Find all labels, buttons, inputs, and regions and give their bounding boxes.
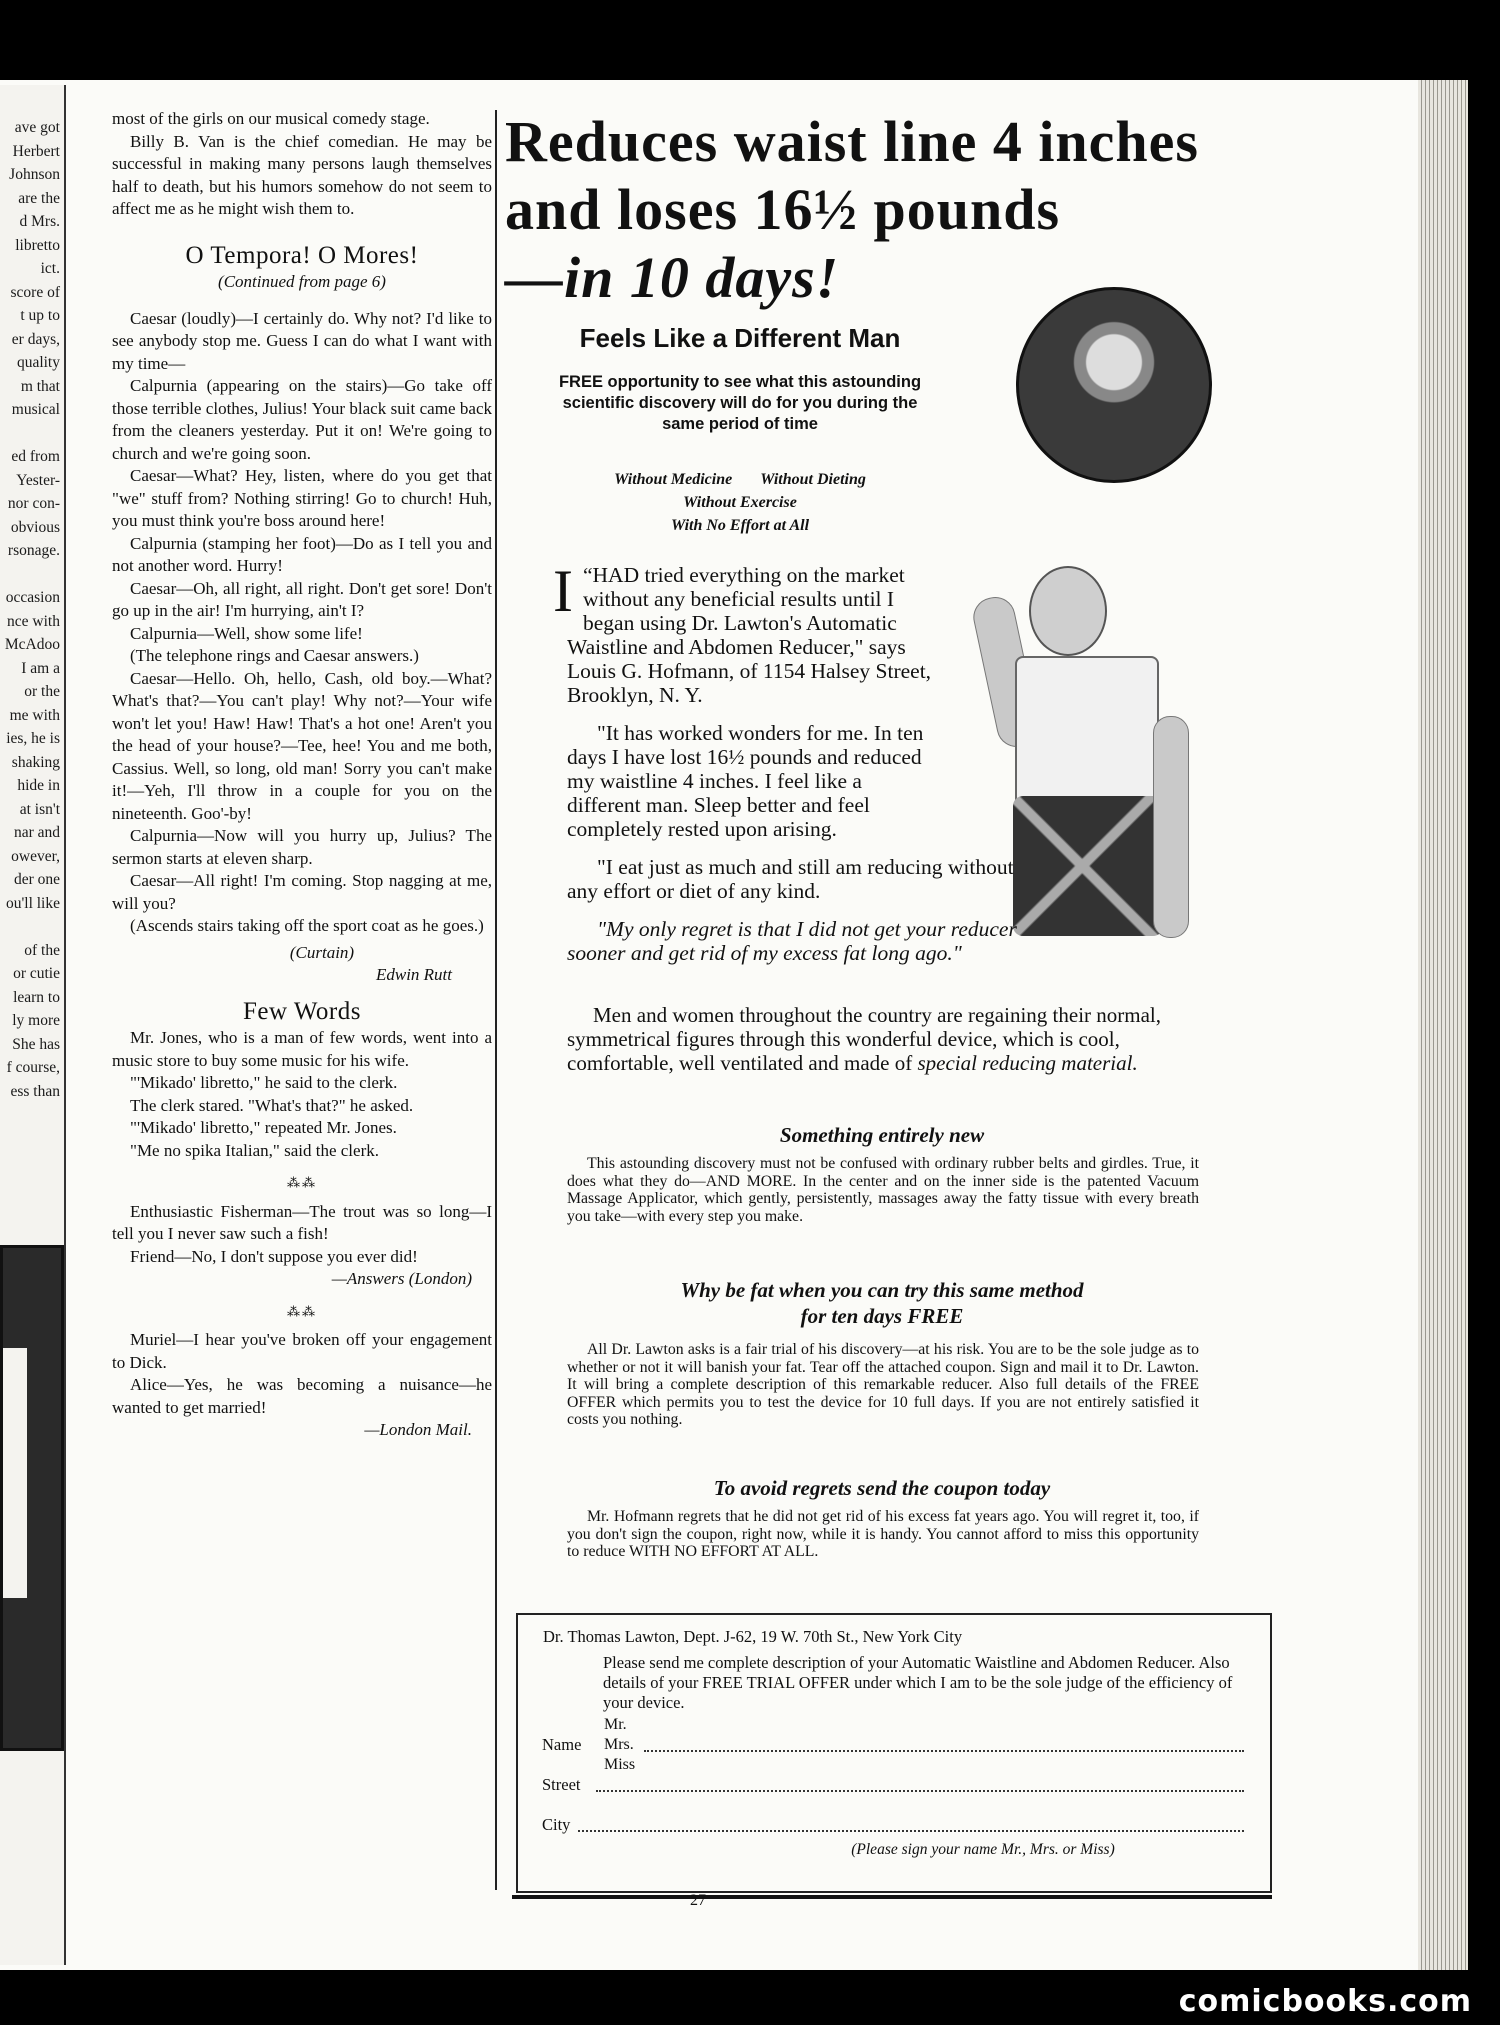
headline-line-2: and loses 16½ pounds: [505, 177, 1061, 242]
photo-head: [1029, 566, 1107, 656]
play-line: (Ascends stairs taking off the sport coat as he goes.): [130, 916, 484, 935]
few-words-line: Mr. Jones, who is a man of few words, went into a music store to buy some music for his wife.: [112, 1028, 492, 1070]
facing-page-fragment: McAdoo: [4, 636, 60, 653]
heading-o-tempora: O Tempora! O Mores!: [185, 241, 419, 269]
testimonial-p4: "My only regret is that I did not get your reducer sooner and get rid of my excess fat long ago.": [567, 917, 1017, 965]
without-medicine: Without Medicine: [614, 471, 733, 488]
author-name: Edwin Rutt: [375, 965, 452, 984]
facing-page-fragment: ave got: [14, 119, 60, 136]
facing-page-fragment: quality: [16, 354, 60, 371]
facing-page-fragment: are the: [18, 189, 60, 207]
facing-page-fragment: m that: [20, 377, 60, 395]
page-number: 27: [690, 1892, 706, 1909]
p5-text: Men and women throughout the country are regaining their normal, symmetrical figures through this wonderful device, which is cool, comfortable, well ventilated and made of: [567, 1003, 1162, 1075]
watermark: comicbooks.com: [1178, 1984, 1472, 2019]
city-field[interactable]: [578, 1829, 1244, 1832]
facing-page-fragment: ed from: [11, 448, 60, 465]
facing-page-fragment: musical: [11, 401, 60, 418]
play-line: Calpurnia—Well, show some life!: [130, 623, 363, 643]
joke-line: Alice—Yes, he was becoming a nuisance—he wanted to get married!: [112, 1375, 492, 1417]
facing-page-fragment: at isn't: [19, 800, 60, 818]
facing-page-fragment: ou'll like: [5, 894, 60, 912]
sub-avoid-regrets: To avoid regrets send the coupon today: [713, 1476, 1051, 1500]
facing-page-fragment: occasion: [5, 589, 60, 606]
facing-page-fragment: t up to: [20, 307, 60, 324]
without-list: [552, 468, 928, 537]
man-portrait-photo: [1016, 287, 1212, 483]
section-stars: ⁂⁂: [287, 1303, 317, 1319]
few-words-line: "'Mikado' libretto," repeated Mr. Jones.: [130, 1118, 397, 1137]
joke-line: Muriel—I hear you've broken off your engagement to Dick.: [112, 1330, 492, 1372]
play-line: Caesar (loudly)—I certainly do. Why not? I'd like to see anybody stop me. Guess I can do what I want with my time—: [112, 308, 492, 373]
facing-page-fragment: er days,: [11, 330, 60, 348]
facing-page-fragment: nar and: [13, 824, 60, 841]
p5-italic: special reducing material.: [917, 1051, 1138, 1075]
facing-page-fragment: rsonage.: [7, 542, 60, 559]
facing-page-edge: [0, 85, 66, 1965]
facing-page-fragment: shaking: [11, 753, 60, 771]
facing-page-fragment: hide in: [17, 777, 60, 794]
testimonial-p3: "I eat just as much and still am reducing without any effort or diet of any kind.: [567, 855, 1014, 903]
why-be-fat-text: All Dr. Lawton asks is a fair trial of his discovery—at his risk. You are to be the sole judge as to whether or not it will banish your fat. Tear off the attached coupon. Sign and mail it to Dr. Lawton. It will bring a complete description of this remarkable reducer. Also full details of the FREE OFFER which permits you to test the device for 10 full days. If you are not entirely satisfied it costs you nothing.: [567, 1341, 1199, 1428]
facing-page-illustration: [0, 1245, 64, 1751]
sub-why-be-fat: [567, 1277, 1197, 1329]
facing-page-fragment: or the: [24, 683, 60, 700]
facing-page-fragment: score of: [10, 283, 60, 301]
facing-page-fragment: I am a: [21, 659, 60, 677]
left-column: [112, 108, 492, 1442]
play-line: Calpurnia—Now will you hurry up, Julius? The sermon starts at eleven sharp.: [112, 826, 492, 868]
headline-line-3: —in 10 days!: [505, 245, 840, 310]
photo-arm-right: [1153, 716, 1189, 938]
few-words-line: "'Mikado' libretto," he said to the clerk.: [130, 1073, 398, 1092]
bottom-rule: [512, 1895, 1272, 1899]
title-mrs: Mrs.: [604, 1736, 634, 1753]
sub-why-be-fat-line2: for ten days FREE: [800, 1304, 964, 1328]
facing-page-fragment: d Mrs.: [19, 213, 60, 230]
joke-source: —London Mail.: [364, 1420, 472, 1439]
joke-line: Friend—No, I don't suppose you ever did!: [130, 1246, 418, 1266]
facing-page-fragment: der one: [13, 871, 60, 888]
coupon-request: Please send me complete description of your Automatic Waistline and Abdomen Reducer. Also details of your FREE TRIAL OFFER under which I am to be the sole judge of the efficiency of your device.: [603, 1653, 1233, 1712]
play-line: Calpurnia (appearing on the stairs)—Go take off those terrible clothes, Julius! Your black suit came back from the cleaners yesterday. Put it on! We're going to church and we're going soon.: [112, 376, 492, 463]
without-dieting: Without Dieting: [760, 471, 866, 488]
few-words-line: "Me no spika Italian," said the clerk.: [130, 1140, 379, 1160]
joke-line: Enthusiastic Fisherman—The trout was so long—I tell you I never saw such a fish!: [112, 1201, 492, 1243]
intro-paragraph: Billy B. Van is the chief comedian. He may be successful in making many persons laugh themselves half to death, but his humors somehow do not seem to affect me as he might wish them to.: [112, 131, 492, 218]
facing-page-fragment: f course,: [6, 1059, 60, 1076]
free-opportunity-text: FREE opportunity to see what this astounding scientific discovery will do for you during the same period of time: [558, 373, 922, 433]
drop-cap: I: [553, 558, 573, 624]
play-line: Caesar—Hello. Oh, hello, Cash, old boy.—What? What's that?—You can't play! Why not?—Your wife won't let you! Haw! Haw! That's a hot one! Aren't you the head of your house?—Tee, hee! You and me both, Cassius. Well, so long, old man! Sorry you can't make it!—Yeh, I'll throw in a couple for you on the nineteenth. Goo'-by!: [112, 668, 492, 823]
facing-page-fragment: me with: [9, 706, 60, 724]
facing-page-fragment: ly more: [12, 1012, 60, 1029]
section-stars: ⁂⁂: [287, 1175, 317, 1190]
facing-page-fragment: libretto: [15, 236, 60, 254]
sub-why-be-fat-line1: Why be fat when you can try this same method: [680, 1278, 1084, 1302]
facing-page-fragment: learn to: [13, 988, 60, 1006]
title-mr: Mr.: [604, 1716, 627, 1733]
few-words-line: The clerk stared. "What's that?" he asked.: [130, 1095, 414, 1115]
photo-shirt: [1015, 656, 1159, 810]
play-line: Caesar—All right! I'm coming. Stop nagging at me, will you?: [112, 871, 492, 913]
something-new-text: This astounding discovery must not be confused with ordinary rubber belts and girdles. True, it does what they do—AND MORE. In the center and on the inner side is the patented Vacuum Massage Applicator, which gently, persistently, massages away the fatty tissue with every breath you take—with every step you make.: [567, 1155, 1199, 1225]
name-label: Name: [542, 1735, 582, 1754]
testimonial-p1: “ I HAD tried everything on the market without any beneficial results until I began using Dr. Lawton's Automatic Waistline and Abdomen Reducer," says Louis G. Hofmann, of 1154 Halsey Street, Brooklyn, N. Y.: [553, 558, 932, 707]
facing-page-fragment: obvious: [10, 518, 60, 536]
testimonial: [553, 558, 1017, 979]
avoid-regrets-text: Mr. Hofmann regrets that he did not get rid of his excess fat years ago. You will regret it, too, if you don't sign the coupon, right now, while it is handy. You cannot afford to miss this opportunity to reduce WITH NO EFFORT AT ALL.: [567, 1508, 1199, 1560]
facing-page-fragment: of the: [24, 941, 60, 959]
sub-something-new: Something entirely new: [779, 1123, 985, 1147]
ad-headline: [505, 108, 1199, 312]
play-line: Calpurnia (stamping her foot)—Do as I tell you and not another word. Hurry!: [112, 533, 492, 575]
sign-note: (Please sign your name Mr., Mrs. or Miss): [851, 1841, 1115, 1858]
facing-page-fragment: Yester-: [16, 471, 60, 489]
page-edges: [1418, 80, 1468, 1970]
name-field[interactable]: [644, 1749, 1244, 1752]
no-effort: With No Effort at All: [670, 517, 810, 534]
coupon-titles: [604, 1715, 635, 1775]
facing-page-fragment: owever,: [11, 847, 60, 865]
facing-page-fragment: nce with: [7, 612, 60, 630]
curtain-note: (Curtain): [289, 942, 355, 962]
heading-few-words: Few Words: [242, 997, 361, 1025]
continued-note: (Continued from page 6): [218, 272, 386, 291]
headline-line-1: Reduces waist line 4 inches: [505, 109, 1199, 174]
testimonial-p2: "It has worked wonders for me. In ten days I have lost 16½ pounds and reduced my waistline 4 inches. I feel like a different man. Sleep better and feel completely rested upon arising.: [567, 721, 924, 841]
facing-page-fragment: ess than: [10, 1082, 60, 1100]
play-line: (The telephone rings and Caesar answers.): [130, 646, 419, 665]
facing-page-fragment: or cutie: [13, 965, 60, 982]
facing-page-fragment: Herbert: [12, 142, 60, 160]
coupon-address: Dr. Thomas Lawton, Dept. J-62, 19 W. 70th St., New York City: [543, 1627, 963, 1646]
play-line: Caesar—What? Hey, listen, where do you get that "we" stuff from? Nothing stirring! Go to church! Huh, you must think you're boss around here!: [112, 466, 492, 530]
play-line: Caesar—Oh, all right, all right. Don't get sore! Don't go up in the air! I'm hurrying, ain't I?: [112, 578, 492, 620]
facing-page-fragment: ies, he is: [6, 730, 60, 747]
men-and-women-paragraph: [567, 1003, 1197, 1075]
city-label: City: [542, 1815, 571, 1834]
title-miss: Miss: [604, 1756, 636, 1773]
intro-paragraph: most of the girls on our musical comedy stage.: [112, 109, 430, 128]
testimonial-p1-text: HAD tried everything on the market without any beneficial results until I began using Dr. Lawton's Automatic Waistline and Abdomen Reducer," says Louis G. Hofmann, of 1154 Halsey Street, Brooklyn, N. Y.: [567, 563, 932, 707]
street-field[interactable]: [596, 1789, 1244, 1792]
order-coupon[interactable]: [516, 1613, 1272, 1893]
facing-page-fragment: She has: [12, 1035, 60, 1053]
without-exercise: Without Exercise: [683, 494, 797, 511]
street-label: Street: [542, 1775, 581, 1794]
facing-page-fragment: nor con-: [7, 495, 60, 512]
joke-source: —Answers (London): [331, 1269, 472, 1288]
facing-page-fragment: Johnson: [9, 166, 60, 183]
column-divider: [495, 110, 497, 1890]
feels-subheading: Feels Like a Different Man: [579, 323, 901, 353]
facing-page-fragment: ict.: [40, 260, 60, 277]
